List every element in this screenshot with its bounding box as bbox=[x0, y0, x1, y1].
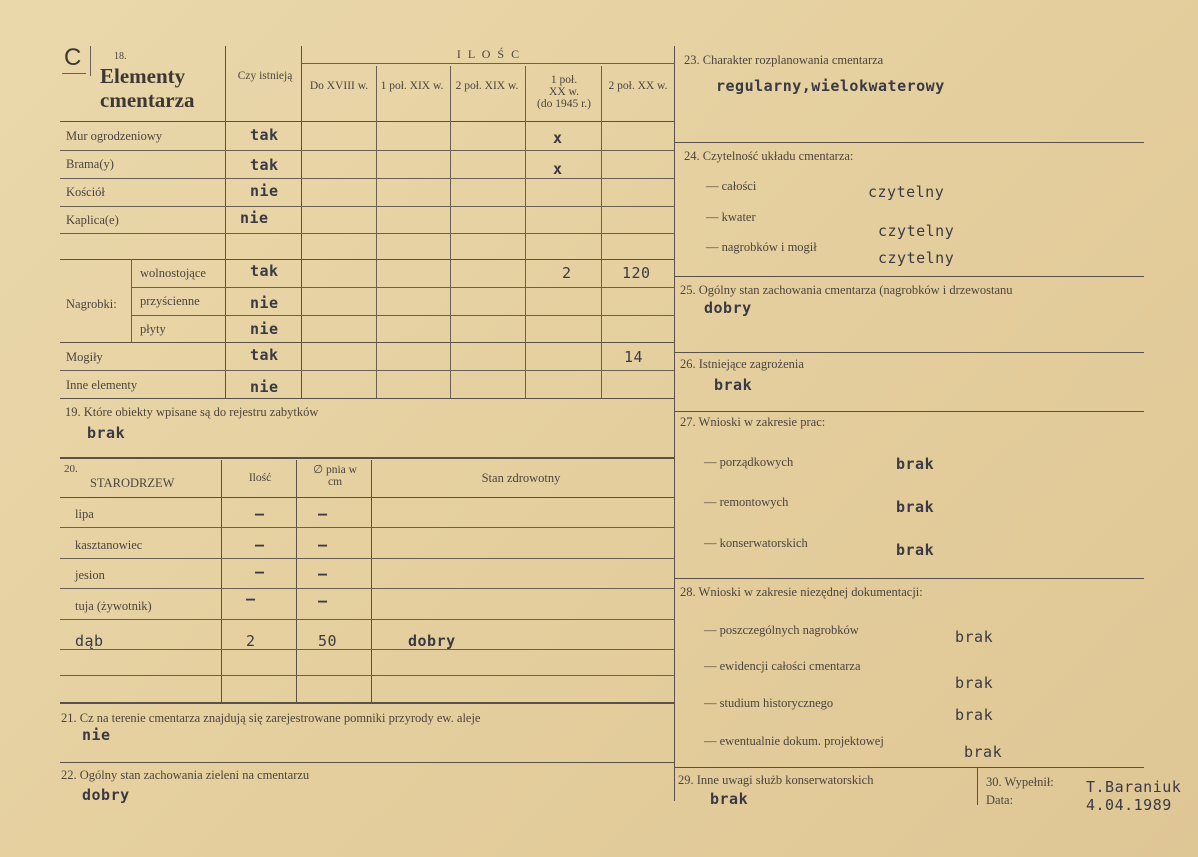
mogily-xx2: 14 bbox=[624, 348, 644, 366]
s27-label: 27. Wnioski w zakresie prac: bbox=[680, 415, 826, 429]
s24-kwater-label: — kwater bbox=[706, 210, 756, 224]
section-number: 18. bbox=[114, 51, 127, 62]
grid bbox=[60, 588, 674, 589]
tree-row-count: – bbox=[255, 563, 265, 581]
grid bbox=[674, 46, 675, 801]
grid bbox=[60, 702, 674, 704]
grid bbox=[60, 370, 674, 371]
grid bbox=[60, 259, 674, 260]
grid bbox=[674, 578, 1144, 579]
grid bbox=[674, 352, 1144, 353]
s29-label: 29. Inne uwagi służb konserwatorskich bbox=[678, 773, 874, 787]
grid bbox=[60, 619, 674, 620]
letter-bar bbox=[90, 46, 91, 76]
col-xix1-header: 1 poł. XIX w. bbox=[380, 80, 444, 92]
brama-exists: tak bbox=[250, 156, 279, 174]
grid bbox=[674, 142, 1144, 143]
s30-date-label: Data: bbox=[986, 793, 1014, 807]
grid bbox=[60, 178, 674, 179]
row-label-wolnostojace: wolnostojące bbox=[140, 266, 206, 280]
grid bbox=[60, 398, 674, 399]
grid bbox=[60, 649, 674, 650]
s28-studium-label: — studium historycznego bbox=[704, 696, 834, 710]
col-exists-header: Czy istnieją bbox=[237, 70, 293, 82]
s19-value: brak bbox=[87, 424, 126, 442]
tree-row-count: – bbox=[255, 536, 265, 554]
grid bbox=[674, 411, 1144, 412]
plyty-exists: nie bbox=[250, 320, 279, 338]
tree-row-health: dobry bbox=[408, 632, 456, 650]
s24-calosci-label: — całości bbox=[706, 179, 757, 193]
grid bbox=[60, 150, 674, 151]
grid bbox=[301, 46, 302, 398]
grid bbox=[525, 66, 526, 398]
s27-porzadkowych-label: — porządkowych bbox=[704, 455, 794, 469]
inne-exists: nie bbox=[250, 378, 279, 396]
s27-remontowych-value: brak bbox=[896, 498, 935, 516]
s24-nagrobkow-value: czytelny bbox=[878, 249, 955, 267]
grid bbox=[131, 259, 132, 342]
s23-label: 23. Charakter rozplanowania cmentarza bbox=[684, 53, 884, 67]
row-label-mogily: Mogiły bbox=[66, 350, 103, 364]
grid bbox=[601, 66, 602, 398]
mur-xx1: x bbox=[553, 129, 563, 147]
s20-count-header: Ilość bbox=[248, 472, 272, 484]
row-label-mur: Mur ogrodzeniowy bbox=[66, 129, 163, 143]
s29-value: brak bbox=[710, 790, 749, 808]
s21-value: nie bbox=[82, 726, 111, 744]
s24-label: 24. Czytelność układu cmentarza: bbox=[684, 149, 854, 163]
s28-nagrobkow-label: — poszczególnych nagrobków bbox=[704, 623, 859, 637]
grid bbox=[977, 767, 978, 805]
s19-label: 19. Które obiekty wpisane są do rejestru zabytków bbox=[65, 405, 319, 419]
tree-row-name: dąb bbox=[75, 632, 104, 650]
section-letter: C bbox=[64, 44, 82, 71]
mur-exists: tak bbox=[250, 126, 279, 144]
row-label-inne: Inne elementy bbox=[66, 378, 138, 392]
grid bbox=[60, 121, 674, 122]
mogily-exists: tak bbox=[250, 346, 279, 364]
grid bbox=[60, 558, 674, 559]
przyscienne-exists: nie bbox=[250, 294, 279, 312]
tree-row-diam: – bbox=[318, 536, 328, 554]
tree-row-count: – bbox=[246, 590, 256, 608]
s21-label: 21. Cz na terenie cmentarza znajdują się zarejestrowane pomniki przyrody ew. aleje bbox=[61, 711, 481, 725]
grid bbox=[60, 527, 674, 528]
s27-remontowych-label: — remontowych bbox=[704, 495, 789, 509]
s28-label: 28. Wnioski w zakresie niezędnej dokumentacji: bbox=[680, 585, 923, 599]
letter-underline bbox=[62, 73, 86, 74]
grid bbox=[60, 457, 674, 459]
row-label-nagrobki: Nagrobki: bbox=[66, 297, 117, 311]
tree-row-diam: – bbox=[318, 505, 328, 523]
wolnostojace-xx2: 120 bbox=[622, 264, 651, 282]
grid bbox=[674, 276, 1144, 277]
grid bbox=[450, 66, 451, 398]
s25-value: dobry bbox=[704, 299, 752, 317]
elements-title-2: cmentarza bbox=[100, 88, 195, 112]
row-label-brama: Brama(y) bbox=[66, 157, 114, 171]
col-group-header: I L O Ś C bbox=[456, 47, 522, 61]
s28-ewidencji-value: brak bbox=[955, 674, 994, 692]
tree-row-diam: – bbox=[318, 592, 328, 610]
s30-name: T.Baraniuk bbox=[1086, 778, 1182, 796]
elements-title-1: Elementy bbox=[100, 64, 186, 88]
s27-konserwatorskich-label: — konserwatorskich bbox=[704, 536, 808, 550]
s28-projektowej-label: — ewentualnie dokum. projektowej bbox=[704, 734, 884, 748]
col-xx1-header-c: (do 1945 r.) bbox=[537, 98, 591, 110]
s24-nagrobkow-label: — nagrobków i mogił bbox=[706, 240, 817, 254]
s20-number: 20. bbox=[64, 463, 78, 475]
wolnostojace-xx1: 2 bbox=[562, 264, 572, 282]
tree-row-diam: – bbox=[318, 565, 328, 583]
s27-porzadkowych-value: brak bbox=[896, 455, 935, 473]
tree-row-name: tuja (żywotnik) bbox=[75, 599, 152, 613]
row-label-kosciol: Kościół bbox=[66, 185, 105, 199]
s22-label: 22. Ogólny stan zachowania zieleni na cmentarzu bbox=[61, 768, 310, 782]
s23-value: regularny,wielokwaterowy bbox=[716, 77, 945, 95]
kosciol-exists: nie bbox=[250, 182, 279, 200]
wolnostojace-exists: tak bbox=[250, 262, 279, 280]
tree-row-count: – bbox=[255, 505, 265, 523]
s20-diam-header: ∅ pnia w cm bbox=[313, 464, 357, 488]
grid bbox=[674, 767, 1144, 768]
s24-calosci-value: czytelny bbox=[868, 183, 945, 201]
kaplica-exists: nie bbox=[240, 209, 269, 227]
s28-studium-value: brak bbox=[955, 706, 994, 724]
col-xx1-header-a: 1 poł. bbox=[550, 74, 578, 86]
tree-row-name: kasztanowiec bbox=[75, 538, 143, 552]
s30-label: 30. Wypełnił: bbox=[986, 775, 1054, 789]
col-xix2-header: 2 poł. XIX w. bbox=[455, 80, 519, 92]
col-xviii-header: Do XVIII w. bbox=[309, 80, 369, 92]
grid bbox=[60, 342, 674, 343]
row-label-przyscienne: przyścienne bbox=[140, 294, 200, 308]
s28-ewidencji-label: — ewidencji całości cmentarza bbox=[704, 659, 861, 673]
s25-label: 25. Ogólny stan zachowania cmentarza (nagrobków i drzewostanu bbox=[680, 283, 1013, 297]
s24-kwater-value: czytelny bbox=[878, 222, 955, 240]
col-xx2-header: 2 poł. XX w. bbox=[608, 80, 668, 92]
s27-konserwatorskich-value: brak bbox=[896, 541, 935, 559]
s22-value: dobry bbox=[82, 786, 130, 804]
tree-row-name: jesion bbox=[75, 568, 105, 582]
grid bbox=[60, 233, 674, 234]
s26-label: 26. Istniejące zagrożenia bbox=[680, 357, 804, 371]
s20-title: STARODRZEW bbox=[90, 476, 175, 490]
s30-date: 4.04.1989 bbox=[1086, 796, 1172, 814]
s28-nagrobkow-value: brak bbox=[955, 628, 994, 646]
s20-health-header: Stan zdrowotny bbox=[481, 471, 561, 485]
grid bbox=[302, 63, 674, 64]
grid bbox=[376, 66, 377, 398]
col-xx1-header-b: XX w. bbox=[549, 86, 579, 98]
grid bbox=[60, 206, 674, 207]
s28-projektowej-value: brak bbox=[964, 743, 1003, 761]
grid bbox=[131, 287, 674, 288]
tree-row-diam: 50 bbox=[318, 632, 338, 650]
grid bbox=[60, 497, 674, 498]
grid bbox=[131, 315, 674, 316]
tree-row-count: 2 bbox=[246, 632, 256, 650]
brama-xx1: x bbox=[553, 160, 563, 178]
grid bbox=[60, 675, 674, 676]
grid bbox=[60, 762, 674, 763]
row-label-plyty: płyty bbox=[140, 322, 166, 336]
grid bbox=[225, 46, 226, 398]
row-label-kaplica: Kaplica(e) bbox=[66, 213, 119, 227]
s26-value: brak bbox=[714, 376, 753, 394]
tree-row-name: lipa bbox=[75, 507, 94, 521]
